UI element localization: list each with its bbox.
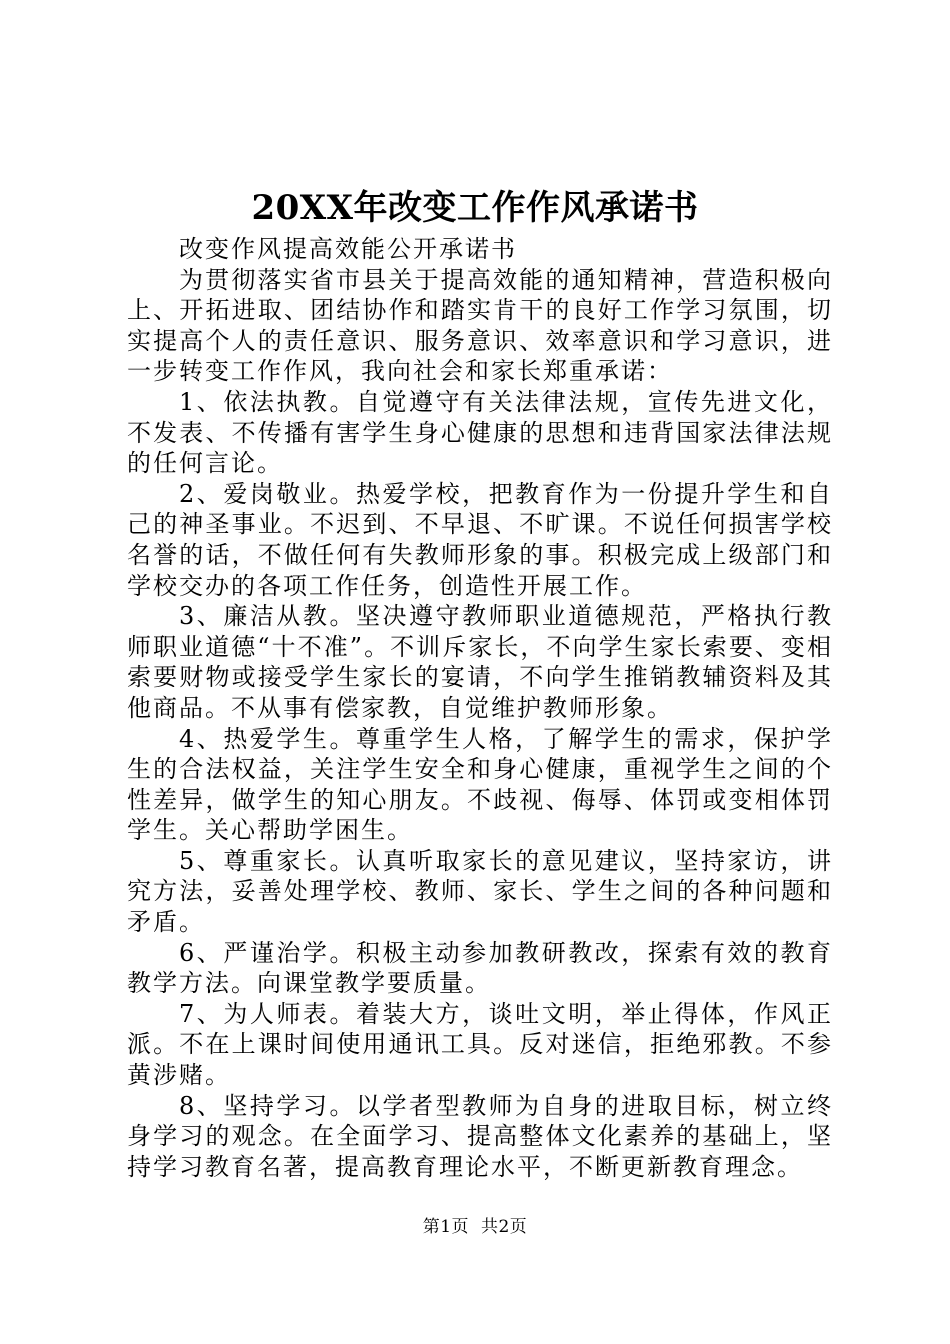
paragraph-item-5: 5、尊重家长。认真听取家长的意见建议，坚持家访，讲究方法，妥善处理学校、教师、家长、学生之间的各种问题和矛盾。	[127, 846, 833, 937]
paragraph-item-4: 4、热爱学生。尊重学生人格，了解学生的需求，保护学生的合法权益，关注学生安全和身心健康，重视学生之间的个性差异，做学生的知心朋友。不歧视、侮辱、体罚或变相体罚学生。关心帮助学困生。	[127, 724, 833, 845]
paragraph-item-1: 1、依法执教。自觉遵守有关法律法规，宣传先进文化，不发表、不传播有害学生身心健康的思想和违背国家法律法规的任何言论。	[127, 387, 833, 478]
paragraph-item-7: 7、为人师表。着装大方，谈吐文明，举止得体，作风正派。不在上课时间使用通讯工具。反对迷信，拒绝邪教。不参黄涉赌。	[127, 999, 833, 1090]
paragraph-item-3: 3、廉洁从教。坚决遵守教师职业道德规范，严格执行教师职业道德“十不准”。不训斥家长，不向学生家长索要、变相索要财物或接受学生家长的宴请，不向学生推销教辅资料及其他商品。不从事有偿家教，自觉维护教师形象。	[127, 602, 833, 722]
paragraph-subtitle: 改变作风提高效能公开承诺书	[179, 235, 517, 263]
page-total: 共2页	[480, 1217, 528, 1237]
paragraph-intro: 为贯彻落实省市县关于提高效能的通知精神，营造积极向上、开拓进取、团结协作和踏实肯干的良好工作学习氛围，切实提高个人的责任意识、服务意识、效率意识和学习意识，进一步转变工作作风，我向社会和家长郑重承诺：	[127, 265, 833, 386]
paragraph-item-8: 8、坚持学习。以学者型教师为自身的进取目标，树立终身学习的观念。在全面学习、提高整体文化素养的基础上，坚持学习教育名著，提高教育理论水平，不断更新教育理念。	[127, 1091, 833, 1181]
page-footer	[0, 1216, 950, 1238]
paragraph-item-6: 6、严谨治学。积极主动参加教研教改，探索有效的教育教学方法。向课堂教学要质量。	[127, 938, 833, 998]
paragraph-item-2: 2、爱岗敬业。热爱学校，把教育作为一份提升学生和自己的神圣事业。不迟到、不早退、不旷课。不说任何损害学校名誉的话，不做任何有失教师形象的事。积极完成上级部门和学校交办的各项工作任务，创造性开展工作。	[127, 479, 833, 600]
document-title: 20XX年改变工作作风承诺书	[251, 188, 699, 228]
document-body	[127, 234, 833, 1182]
page-number: 第1页	[422, 1217, 470, 1237]
